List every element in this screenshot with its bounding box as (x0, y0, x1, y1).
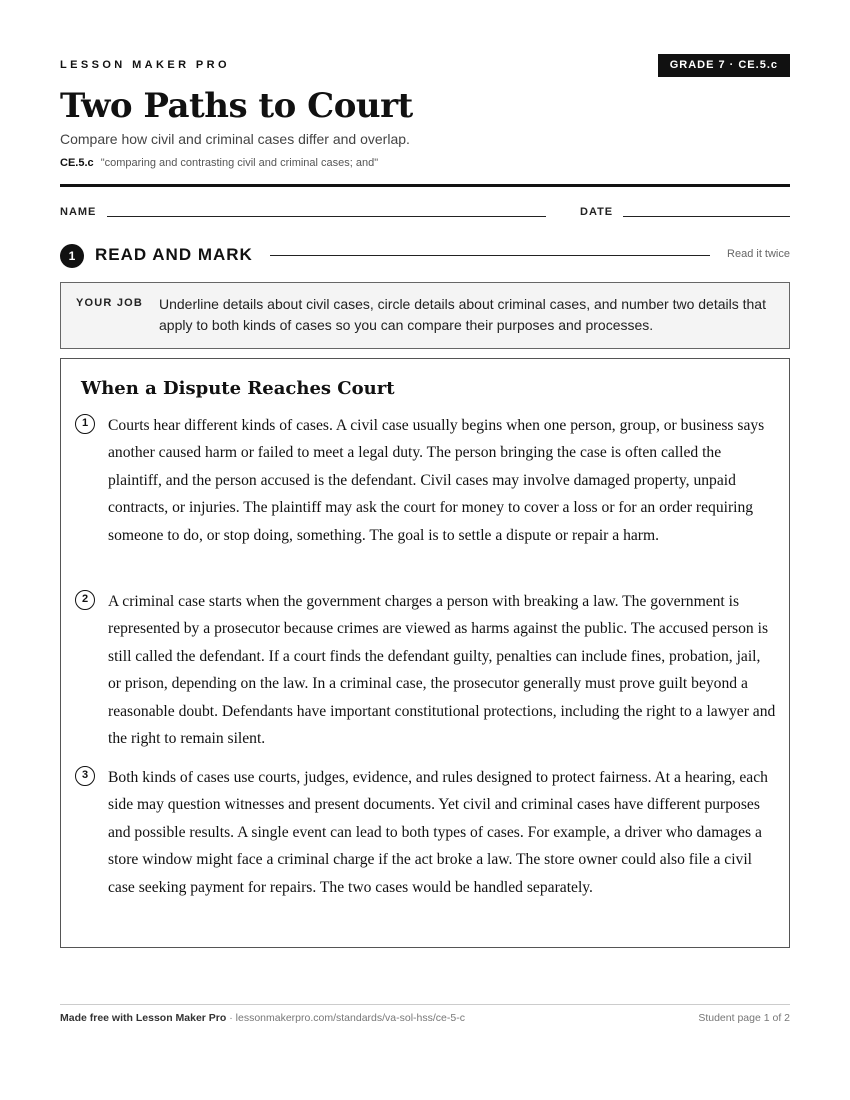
reading-title: When a Dispute Reaches Court (81, 378, 395, 399)
reading-paragraph-2: A criminal case starts when the government charges a person with breaking a law. The government is represented by a prosecutor because crimes are viewed as harms against the public. The accused person is still called the defendant. If a court finds the defendant guilty, penalties can include fines, probation, jail, or prison, depending on the law. In a criminal case, the prosecutor generally must prove guilt beyond a reasonable doubt. Defendants have important constitutional protections, including the right to a lawyer and the right to remain silent. (108, 593, 776, 748)
date-line[interactable] (623, 216, 790, 217)
footer-made-with: Made free with Lesson Maker Pro (60, 1012, 227, 1024)
paragraph-number-1: 1 (75, 414, 95, 434)
date-label: DATE (580, 206, 614, 218)
standard-code: CE.5.c (60, 157, 94, 169)
reading-passage-box (60, 358, 790, 948)
footer-divider (60, 1004, 790, 1005)
job-text: Underline details about civil cases, circle details about criminal cases, and number two details that apply to both kinds of cases so you can compare their purposes and processes. (159, 296, 766, 333)
reading-paragraph-3: Both kinds of cases use courts, judges, evidence, and rules designed to protect fairness. At a hearing, each side may question witnesses and present documents. Yet civil and criminal cases have different purposes and possible results. A single event can lead to both types of cases. For example, a driver who damages a store window might face a criminal charge if the act broke a law. The store owner could also file a civil case seeking payment for repairs. The two cases would be handled separately. (108, 769, 768, 896)
job-instructions-box (60, 282, 790, 349)
footer-page-number: Student page 1 of 2 (698, 1012, 790, 1024)
page-subtitle: Compare how civil and criminal cases differ and overlap. (60, 131, 410, 147)
section-title: READ AND MARK (95, 245, 253, 264)
reading-paragraph-1: Courts hear different kinds of cases. A civil case usually begins when one person, group, or business says another caused harm or failed to meet a legal duty. The person bringing the case is often called the plaintiff, and the person accused is the defendant. Civil cases may involve damaged property, unpaid contracts, or injuries. The plaintiff may ask the court for money to cover a loss or for an order requiring someone to do, or stop doing, something. The goal is to settle a dispute or repair a harm. (108, 417, 765, 544)
brand-name: LESSON MAKER PRO (60, 59, 230, 71)
name-line[interactable] (107, 216, 546, 217)
standard-quote: "comparing and contrasting civil and criminal cases; and" (100, 157, 379, 169)
page-title: Two Paths to Court (60, 86, 413, 126)
standard-reference (60, 157, 378, 169)
header-divider (60, 184, 790, 187)
grade-badge: GRADE 7 · CE.5.c (658, 54, 790, 77)
name-label: NAME (60, 206, 97, 218)
paragraph-number-2: 2 (75, 590, 95, 610)
job-label: YOUR JOB (76, 297, 144, 309)
section-number-badge: 1 (60, 244, 84, 268)
paragraph-number-3: 3 (75, 766, 95, 786)
footer-credit (60, 1012, 465, 1024)
section-divider (270, 255, 710, 256)
section-note: Read it twice (727, 248, 790, 260)
footer-url[interactable]: · lessonmakerpro.com/standards/va-sol-hss/ce-5-c (226, 1012, 465, 1024)
